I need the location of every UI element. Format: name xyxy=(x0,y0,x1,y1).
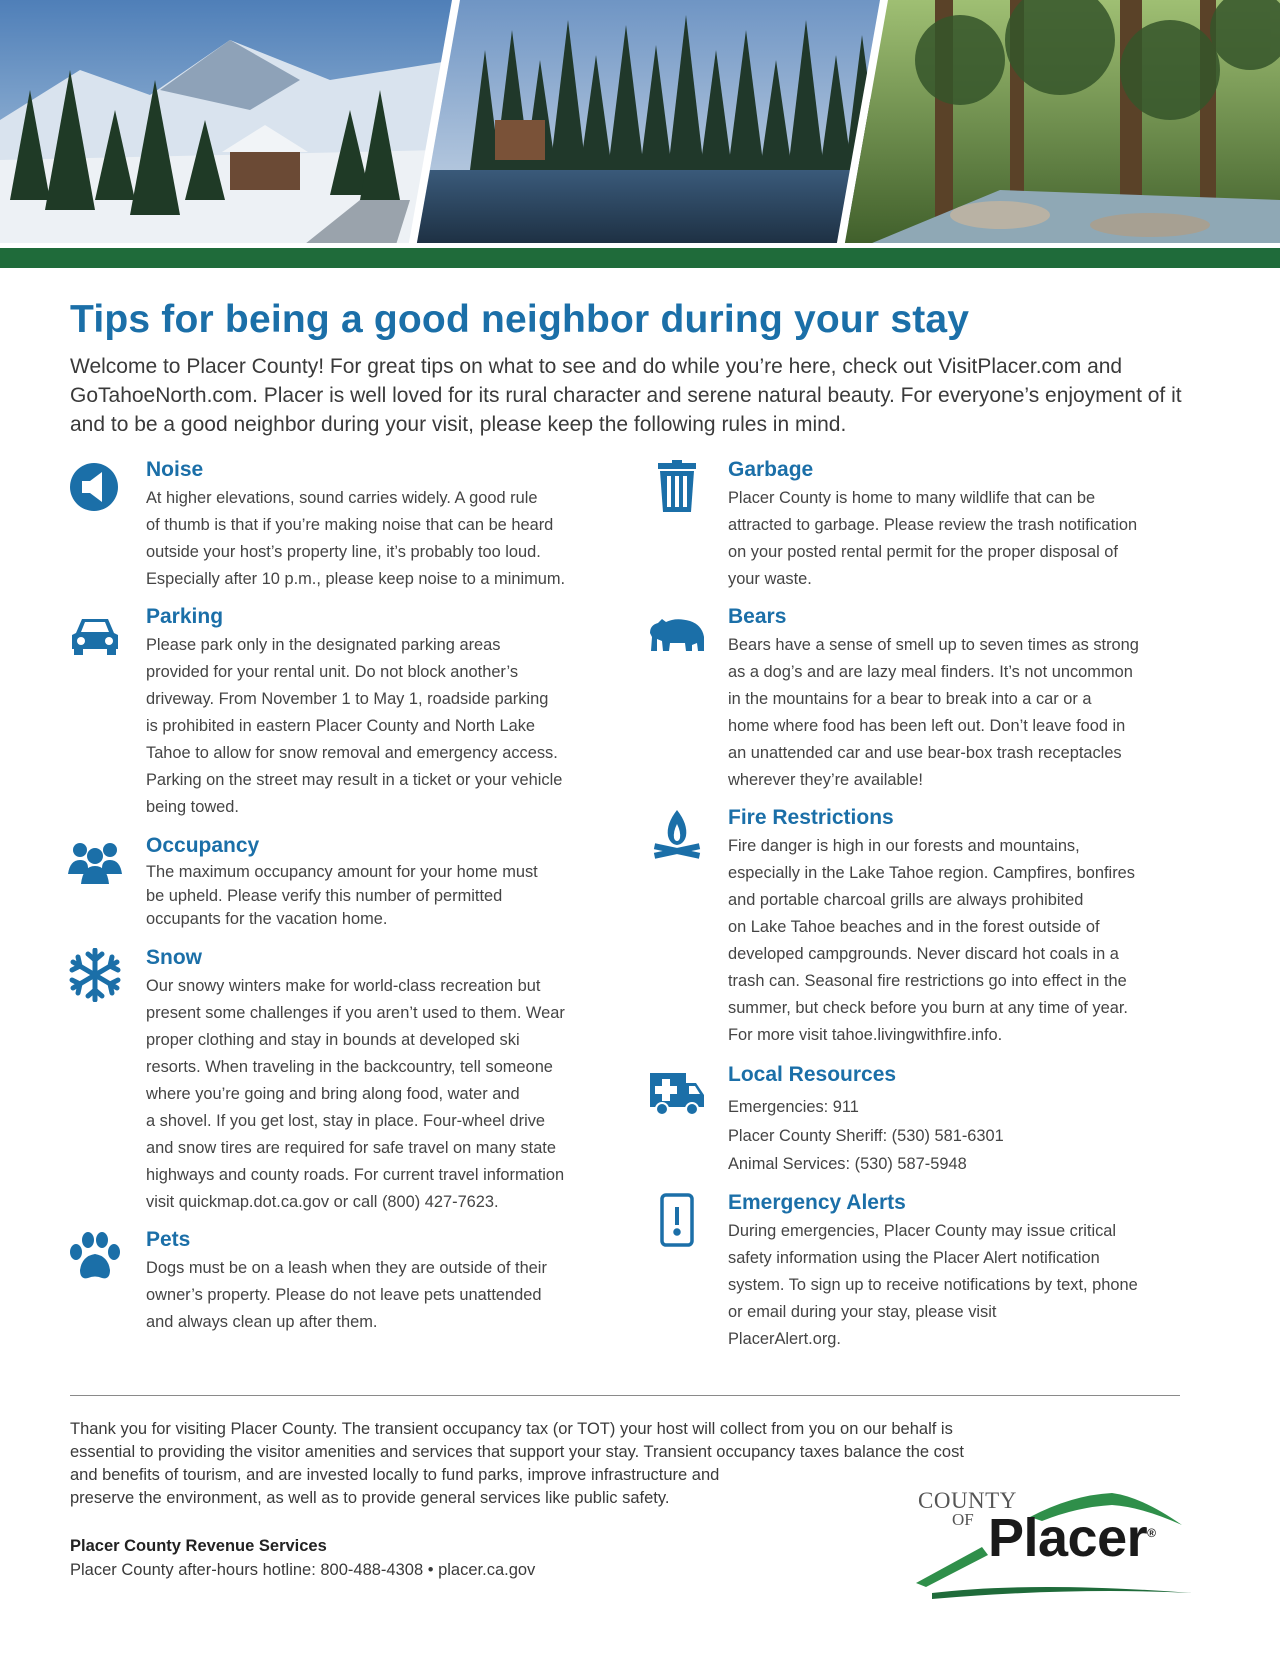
thank-you-paragraph: Thank you for visiting Placer County. The transient occupancy tax (or TOT) your host will collect from you on our behalf is essential to providing the visitor amenities and services that support your stay. Transient occupancy taxes balance the cost and benefits of tourism, and are invested locally to fund parks, improve infrastructure and preserve the environment, as well as to provide general services like public safety. xyxy=(70,1420,964,1507)
section-body: During emergencies, Placer County may issue critical safety information using the Placer Alert notification system. To sign up to receive notifications by text, phone or email during your stay, please visit PlacerAlert.org. xyxy=(728,1222,1138,1348)
scenic-photo-collage xyxy=(0,0,1280,248)
section-heading: Noise xyxy=(146,458,204,481)
megaphone-icon xyxy=(66,460,124,514)
photo-banner xyxy=(0,0,1280,248)
logo-of-text: OF xyxy=(952,1510,974,1529)
car-icon xyxy=(66,607,124,661)
divider xyxy=(70,1395,1180,1396)
section-heading: Parking xyxy=(146,605,224,628)
section-body: Placer County is home to many wildlife that can be attracted to garbage. Please review the trash notification on your posted rental permit for the proper disposal of your waste. xyxy=(728,489,1138,588)
section-heading: Fire Restrictions xyxy=(728,806,894,829)
section-heading: Emergency Alerts xyxy=(728,1191,906,1214)
emergency-number: Emergencies: 911 xyxy=(728,1098,859,1116)
section-heading: Bears xyxy=(728,605,787,628)
phone-alert-icon xyxy=(648,1193,706,1247)
campfire-icon xyxy=(648,808,706,862)
people-group-icon xyxy=(66,836,124,890)
department-name: Placer County Revenue Services xyxy=(70,1537,327,1555)
ambulance-icon xyxy=(648,1065,706,1119)
section-heading: Pets xyxy=(146,1228,191,1251)
intro-paragraph: Welcome to Placer County! For great tips on what to see and do while you’re here, check out VisitPlacer.com and GoTahoeNorth.com. Placer is well loved for its rural character and serene natural beauty. For everyone’s enjoyment of it and to be a good neighbor during your visit, please keep the following rules in mind. xyxy=(70,355,1182,436)
section-heading: Garbage xyxy=(728,458,814,481)
bear-icon xyxy=(648,607,706,661)
animal-services-number: Animal Services: (530) 587-5948 xyxy=(728,1155,967,1173)
section-heading: Snow xyxy=(146,946,202,969)
section-body: At higher elevations, sound carries widely. A good rule of thumb is that if you’re making noise that can be heard outside your host’s property line, it’s probably too loud. Especially after 10 p.m., please keep noise to a minimum. xyxy=(146,489,566,588)
logo-county-text: COUNTY xyxy=(918,1488,1017,1513)
section-body: Bears have a sense of smell up to seven times as strong as a dog’s and are lazy meal finders. It’s not uncommon in the mountains for a bear to break into a car or a home where food has been left out. Don’t leave food in an unattended car and use bear-box trash receptacles wherever they’re available! xyxy=(728,636,1139,789)
section-heading: Local Resources xyxy=(728,1063,897,1086)
section-body: Our snowy winters make for world-class recreation but present some challenges if you aren’t used to them. Wear proper clothing and stay in bounds at developed ski resorts. When traveling in the backcountry, tell someone where you’re going and bring along food, water and a shovel. If you get lost, stay in place. Four-wheel drive and snow tires are required for safe travel on many state highways and county roads. For current travel information visit quickmap.dot.ca.gov or call (800) 427-7623. xyxy=(146,977,565,1211)
page-title: Tips for being a good neighbor during your stay xyxy=(70,298,970,341)
county-of-placer-logo xyxy=(912,1475,1202,1605)
snowflake-icon xyxy=(66,948,124,1002)
trash-can-icon xyxy=(648,460,706,514)
section-body: Dogs must be on a leash when they are outside of their owner’s property. Please do not leave pets unattended and always clean up after them. xyxy=(146,1259,547,1331)
section-body: Fire danger is high in our forests and mountains, especially in the Lake Tahoe region. Campfires, bonfires and portable charcoal grills are always prohibited on Lake Tahoe beaches and in the forest outside of developed campgrounds. Never discard hot coals in a trash can. Seasonal fire restrictions go into effect in the summer, but check before you burn at any time of year. For more visit tahoe.livingwithfire.info. xyxy=(728,837,1135,1044)
paw-print-icon xyxy=(66,1230,124,1284)
green-rule xyxy=(0,248,1280,268)
section-body xyxy=(728,1093,1208,1179)
hotline-line: Placer County after-hours hotline: 800-488-4308 • placer.ca.gov xyxy=(70,1561,536,1579)
logo-placer-text: Placer® xyxy=(988,1508,1156,1568)
section-heading: Occupancy xyxy=(146,834,260,857)
sheriff-number: Placer County Sheriff: (530) 581-6301 xyxy=(728,1126,1004,1145)
section-body: Please park only in the designated parking areas provided for your rental unit. Do not block another’s driveway. From November 1 to May 1, roadside parking is prohibited in eastern Placer County and North Lake Tahoe to allow for snow removal and emergency access. Parking on the street may result in a ticket or your vehicle being towed. xyxy=(146,636,563,816)
section-body: The maximum occupancy amount for your home must be upheld. Please verify this number of permitted occupants for the vacation home. xyxy=(146,863,538,928)
